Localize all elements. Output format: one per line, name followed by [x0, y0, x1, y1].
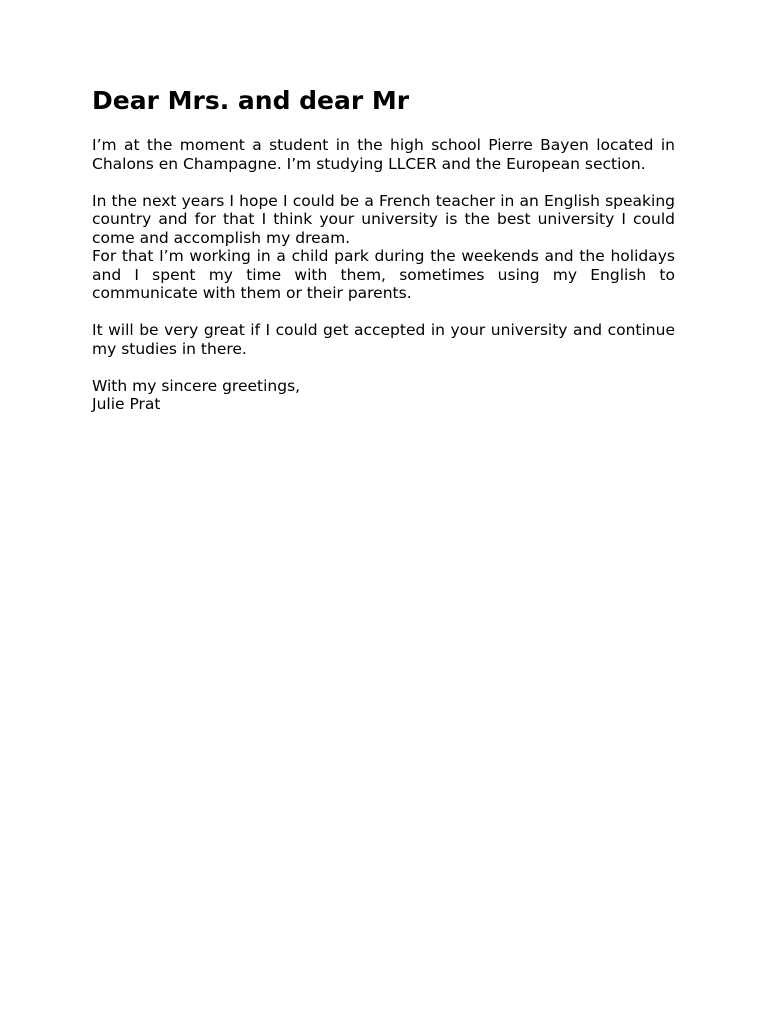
- letter-title: Dear Mrs. and dear Mr: [92, 86, 410, 115]
- paragraph-experience: For that I’m working in a child park during the weekends and the holidays and I spent my time with them, sometimes using my English to communicate with them or their parents.: [92, 247, 675, 302]
- signature-name: Julie Prat: [92, 395, 161, 413]
- paragraph-request: It will be very great if I could get accepted in your university and continue my studies in there.: [92, 321, 675, 358]
- closing-greeting: With my sincere greetings,: [92, 376, 301, 395]
- paragraph-goal: In the next years I hope I could be a French teacher in an English speaking country and for that I think your university is the best university I could come and accomplish my dream.: [92, 191, 675, 247]
- letter-text: [92, 136, 675, 414]
- paragraph-gap: [92, 358, 675, 377]
- paragraph-intro: I’m at the moment a student in the high school Pierre Bayen located in Chalons en Champagne. I’m studying LLCER and the European section.: [92, 136, 675, 173]
- paragraph-gap: [92, 303, 675, 322]
- paragraph-gap: [92, 173, 675, 192]
- letter-body: [92, 84, 675, 414]
